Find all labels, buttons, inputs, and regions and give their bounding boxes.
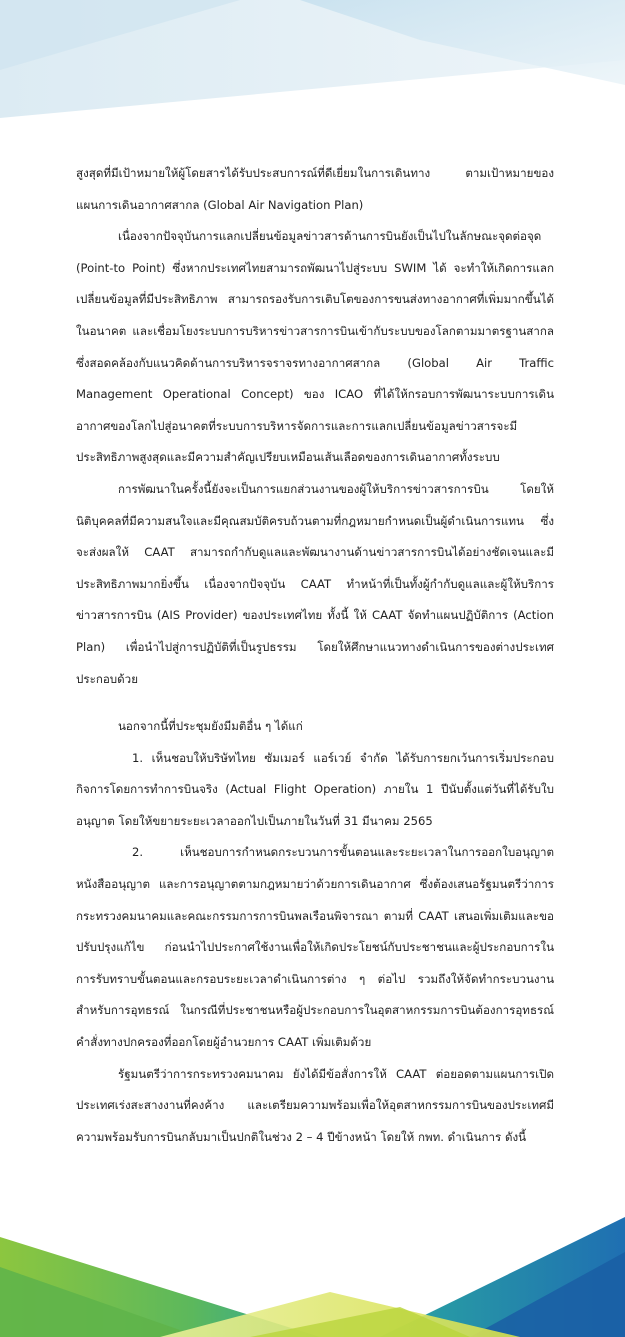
paragraph-other-resolutions: นอกจากนี้ที่ประชุมยังมีมติอื่น ๆ ได้แก่ [118, 719, 303, 734]
paragraph-minister-orders: รัฐมนตรีว่าการกระทรวงคมนาคม ยังได้มีข้อสั่งการให้ CAAT ต่อยอดตามแผนการเปิดประเทศเร่งสะสางงานที่คงค้าง และเตรียมความพร้อมเพื่อให้อุตสาหกรรมการบินของประเทศมีความพร้อมรับการบินกลับมาเป็นปกติในช่วง 2 – 4 ปีข้างหน้า โดยให้ กพท. ดำเนินการ ดังนี้ [76, 1066, 554, 1144]
paragraph-separation: การพัฒนาในครั้งนี้ยังจะเป็นการแยกส่วนงานของผู้ให้บริการข่าวสารการบิน โดยให้นิติบุคคลที่มีความสนใจและมีคุณสมบัติครบถ้วนตามที่กฎหมายกำหนดเป็นผู้ดำเนินการแทน ซึ่งจะส่งผลให้ CAAT สามารถกำกับดูแลและพัฒนางานด้านข่าวสารการบินได้อย่างชัดเจนและมีประสิทธิภาพมากยิ่งขึ้น เนื่องจากปัจจุบัน CAAT ทำหน้าที่เป็นทั้งผู้กำกับดูแลและผู้ให้บริการข่าวสารการบิน (AIS Provider) ของประเทศไทย ทั้งนี้ ให้ CAAT จัดทำแผนปฏิบัติการ (Action Plan) เพื่อนำไปสู่การปฏิบัติที่เป็นรูปธรรม โดยให้ศึกษาแนวทางดำเนินการของต่างประเทศประกอบด้วย [76, 481, 554, 686]
top-decoration [0, 0, 625, 130]
resolution-item-2: 2. เห็นชอบการกำหนดกระบวนการขั้นตอนและระยะเวลาในการออกใบอนุญาต หนังสืออนุญาต และการอนุญาตตามกฎหมายว่าด้วยการเดินอากาศ ซึ่งต้องเสนอรัฐมนตรีว่าการกระทรวงคมนาคมและคณะกรรมการการบินพลเรือนพิจารณา ตามที่ CAAT เสนอเพิ่มเติมและขอปรับปรุงแก้ไข ก่อนนำไปประกาศใช้งานเพื่อให้เกิดประโยชน์กับประชาชนและผู้ประกอบการในการรับทราบขั้นตอนและกรอบระยะเวลาดำเนินการต่าง ๆ ต่อไป รวมถึงให้จัดทำกระบวนงานสำหรับการอุทธรณ์ ในกรณีที่ประชาชนหรือผู้ประกอบการในอุตสาหกรรมการบินต้องการอุทธรณ์คำสั่งทางปกครองที่ออกโดยผู้อำนวยการ CAAT เพิ่มเติมด้วย [76, 845, 555, 1050]
paragraph-swim: เนื่องจากปัจจุบันการแลกเปลี่ยนข้อมูลข่าวสารด้านการบินยังเป็นไปในลักษณะจุดต่อจุด (Point-to Point) ซึ่งหากประเทศไทยสามารถพัฒนาไปสู่ระบบ SWIM ได้ จะทำให้เกิดการแลกเปลี่ยนข้อมูลที่มีประสิทธิภาพ สามารถรองรับการเติบโตของการขนส่งทางอากาศที่เพิ่มมากขึ้นได้ในอนาคต และเชื่อมโยงระบบการบริหารข่าวสารการบินเข้ากับระบบของโลกตามมาตรฐานสากล ซึ่งสอดคล้องกับแนวคิดด้านการบริหารจราจรทางอากาศสากล (Global Air Traffic Management Operational Concept) ของ ICAO ที่ได้ให้กรอบการพัฒนาระบบการเดินอากาศของโลกไปสู่อนาคตที่ระบบการบริหารจัดการและการแลกเปลี่ยนข้อมูลข่าวสารจะมีประสิทธิภาพสูงสุดและมีความสำคัญเปรียบเหมือนเส้นเลือดของการเดินอากาศทั้งระบบ [76, 229, 554, 465]
bottom-decoration [0, 1197, 625, 1337]
resolution-item-1: 1. เห็นชอบให้บริษัทไทย ซัมเมอร์ แอร์เวย์ จำกัด ได้รับการยกเว้นการเริ่มประกอบกิจการโดยการทำการบินจริง (Actual Flight Operation) ภายใน 1 ปีนับตั้งแต่วันที่ได้รับใบอนุญาต โดยให้ขยายระยะเวลาออกไปเป็นภายในวันที่ 31 มีนาคม 2565 [76, 750, 554, 828]
document-body [76, 158, 554, 1153]
paragraph-continuation: สูงสุดที่มีเป้าหมายให้ผู้โดยสารได้รับประสบการณ์ที่ดีเยี่ยมในการเดินทาง ตามเป้าหมายของแผนการเดินอากาศสากล (Global Air Navigation Plan) [76, 166, 554, 212]
